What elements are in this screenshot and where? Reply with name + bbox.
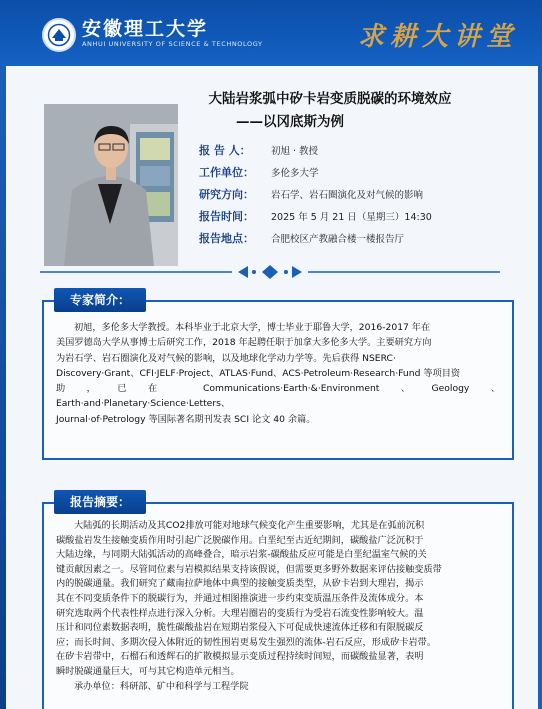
header-bar xyxy=(0,0,542,66)
time-value: 2025 年 5 月 21 日（星期三）14:30 xyxy=(271,212,432,223)
affiliation-label: 工作单位： xyxy=(199,166,254,179)
research-label: 研究方向： xyxy=(199,188,254,201)
talk-subtitle: ——以冈底斯为例 xyxy=(236,114,344,130)
abstract-line: 瞬时脱碳通量巨大，可与其它构造单元相当。 xyxy=(56,665,240,677)
abstract-line: 应；而长时间、多期次侵入体附近的韧性围岩更易发生强烈的流体-岩石反应，形成矽卡岩带。 xyxy=(56,636,437,648)
expert-intro-heading: 专家简介： xyxy=(54,288,146,312)
university-name: 安徽理工大学 xyxy=(82,18,209,40)
time-label: 报告时间： xyxy=(199,210,254,223)
abstract-heading: 报告摘要： xyxy=(54,490,146,514)
university-name-en: ANHUI UNIVERSITY OF SCIENCE & TECHNOLOGY xyxy=(82,40,263,48)
decorative-divider xyxy=(40,262,500,282)
expert-line: 助，已在 Communications·Earth·&·Environment、Geology、Earth·and·Planetary·Science·Letters、 xyxy=(56,383,500,410)
expert-line: 为岩石学、岩石圈演化及对气候的影响，以及地球化学动力学等。先后获得 NSERC· xyxy=(56,352,396,364)
abstract-text xyxy=(56,519,500,694)
abstract-line: 其在不同变质条件下的脱碳行为，并通过相图推演进一步约束变质温压条件及流体成分。本 xyxy=(56,592,424,604)
venue-value: 合肥校区产教融合楼一楼报告厅 xyxy=(271,234,405,245)
abstract-line: 内的脱碳通量。我们研究了藏南拉萨地体中典型的接触变质类型，从矽卡岩到大理岩，揭示 xyxy=(56,578,424,590)
expert-line: Discovery·Grant、CFI·JELF·Project、ATLAS·Fund、ACS·Petroleum·Research·Fund 等项目资 xyxy=(56,367,461,379)
talk-title: 大陆岩浆弧中矽卡岩变质脱碳的环境效应 xyxy=(208,91,452,107)
organizer-line: 承办单位：科研部、矿中和科学与工程学院 xyxy=(74,680,249,692)
speaker-value: 初旭 · 教授 xyxy=(271,146,319,157)
abstract-line: 在矽卡岩带中，石榴石和透辉石的扩散模拟显示变质过程持续时间短，而碳酸盐显著，表明 xyxy=(56,651,424,663)
venue-label: 报告地点： xyxy=(199,232,254,245)
expert-line: 美国罗德岛大学从事博士后研究工作，2018 年起聘任职于加拿大多伦多大学。主要研究方向 xyxy=(56,337,432,349)
left-accent-bar xyxy=(0,66,6,709)
right-accent-bar xyxy=(538,66,542,709)
lecture-series-title: 求耕大讲堂 xyxy=(357,22,518,52)
abstract-line: 大陆边缘，与同期大陆弧活动的高峰叠合，暗示岩浆-碳酸盐反应可能是白垩纪温室气候的关 xyxy=(56,549,427,561)
abstract-line: 压计和同位素数据表明，脆性碳酸盐岩在短期岩浆侵入下可促成快速流体迁移和有限脱碳反 xyxy=(56,622,424,634)
university-logo-icon xyxy=(42,18,76,52)
research-value: 岩石学、岩石圈演化及对气候的影响 xyxy=(271,190,424,201)
speaker-photo xyxy=(44,104,178,266)
expert-line: 初旭，多伦多大学教授。本科毕业于北京大学，博士毕业于耶鲁大学，2016-2017 年在 xyxy=(74,322,431,333)
affiliation-value: 多伦多大学 xyxy=(271,168,319,179)
expert-intro-text xyxy=(56,320,500,427)
abstract-line: 键贡献因素之一。尽管同位素与岩模拟结果支持该假说，但需要更多野外数据来评估接触变质带 xyxy=(56,563,442,575)
abstract-line: 研究选取两个代表性样点进行深入分析。大理岩圈岩的变质行为受岩石流变性影响较大。温 xyxy=(56,607,424,619)
abstract-line: 碳酸盐岩发生接触变质作用时引起广泛脱碳作用。白垩纪至古近纪期间，碳酸盐广泛沉积于 xyxy=(56,534,424,546)
speaker-label: 报 告 人： xyxy=(199,144,251,157)
expert-line: Journal·of·Petrology 等国际著名期刊发表 SCI 论文 40 余篇。 xyxy=(56,413,316,425)
abstract-line: 大陆弧的长期活动及其CO2排放可能对地球气候变化产生重要影响，尤其是在弧前沉积 xyxy=(74,520,425,531)
